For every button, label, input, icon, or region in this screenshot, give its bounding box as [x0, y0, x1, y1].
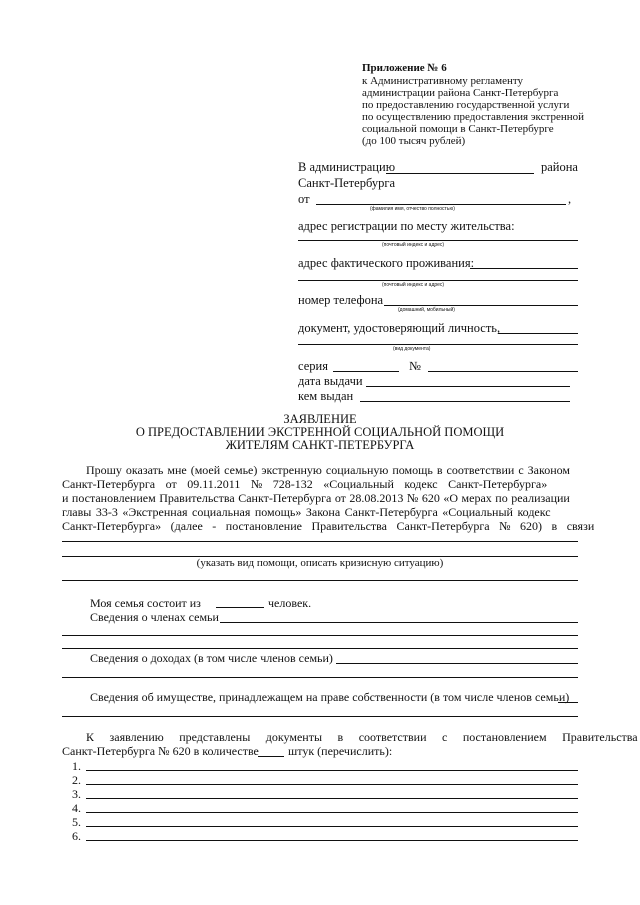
number-label: № [409, 359, 421, 373]
doc-type-hint: (вид документа) [393, 346, 431, 352]
document-item-field[interactable] [86, 798, 578, 799]
document-item-number: 3. [72, 787, 81, 801]
documents-count-field[interactable] [258, 756, 284, 757]
family-size-field[interactable] [216, 607, 264, 608]
document-item-number: 5. [72, 815, 81, 829]
appendix-line: (до 100 тысяч рублей) [362, 135, 466, 147]
document-item-field[interactable] [86, 784, 578, 785]
actual-address-label: адрес фактического проживания: [298, 256, 475, 270]
actual-address-field-1[interactable] [470, 268, 578, 269]
appendix-line: по осуществлению предоставления экстренной [362, 111, 584, 123]
document-title: ЗАЯВЛЕНИЕ [283, 412, 357, 426]
income-info-field[interactable] [62, 677, 578, 678]
documents-count-label: Санкт-Петербурга № 620 в количестве [62, 744, 259, 758]
members-info-field[interactable] [220, 622, 578, 623]
number-field[interactable] [428, 371, 578, 372]
document-item-field[interactable] [86, 840, 578, 841]
document-item-field[interactable] [86, 826, 578, 827]
postal-hint: (почтовый индекс и адрес) [382, 282, 445, 288]
district-field[interactable] [386, 173, 534, 174]
documents-count-suffix: штук (перечислить): [288, 744, 393, 758]
series-field[interactable] [333, 371, 399, 372]
id-doc-field-2[interactable] [298, 344, 578, 345]
issued-by-label: кем выдан [298, 389, 354, 403]
property-info-field[interactable] [558, 702, 578, 703]
appendix-line: по предоставлению государственной услуги [362, 99, 570, 111]
family-size-label: Моя семья состоит из [90, 596, 201, 610]
document-item-field[interactable] [86, 812, 578, 813]
appendix-line: социальной помощи в Санкт-Петербурге [362, 123, 554, 135]
fio-field[interactable] [316, 204, 566, 205]
reg-address-field[interactable] [298, 240, 578, 241]
request-text: и постановлением Правительства Санкт-Петербурга от 28.08.2013 № 620 «О мерах по реализации [62, 491, 570, 505]
appendix-line: к Административному регламенту [362, 75, 524, 87]
issued-by-field[interactable] [360, 401, 570, 402]
postal-hint: (почтовый индекс и адрес) [382, 242, 445, 248]
documents-text: К заявлению представлены документы в соответствии с постановлением Правительства [86, 730, 638, 744]
series-label: серия [298, 359, 328, 373]
document-item-field[interactable] [86, 770, 578, 771]
issue-date-field[interactable] [366, 386, 570, 387]
appendix-line: администрации района Санкт-Петербурга [362, 87, 559, 99]
district-label: района [541, 160, 578, 174]
request-text: Санкт-Петербурга от 09.11.2011 № 728-132 «Социальный кодекс Санкт-Петербурга» [62, 477, 548, 491]
situation-hint: (указать вид помощи, описать кризисную ситуацию) [196, 557, 444, 569]
appendix-title: Приложение № 6 [362, 62, 447, 74]
phone-field[interactable] [384, 305, 578, 306]
situation-field[interactable] [62, 580, 578, 581]
document-item-number: 1. [72, 759, 81, 773]
family-size-suffix: человек. [268, 596, 312, 610]
document-item-number: 6. [72, 829, 81, 843]
members-info-field[interactable] [62, 648, 578, 649]
id-doc-field-1[interactable] [498, 333, 578, 334]
property-info-field[interactable] [62, 716, 578, 717]
phone-hint: (домашний, мобильный) [398, 307, 455, 313]
members-info-label: Сведения о членах семьи [90, 610, 219, 624]
fio-hint: (фамилия имя, отчество полностью) [370, 206, 455, 212]
phone-label: номер телефона [298, 293, 384, 307]
income-info-field[interactable] [336, 663, 578, 664]
request-text: главы 33-3 «Экстренная социальная помощь» Закона Санкт-Петербурга «Социальный кодекс [62, 505, 551, 519]
income-info-label: Сведения о доходах (в том числе членов семьи) [90, 651, 333, 665]
reg-address-label: адрес регистрации по месту жительства: [298, 219, 515, 233]
comma: , [568, 192, 572, 206]
from-label: от [298, 192, 310, 206]
document-item-number: 2. [72, 773, 81, 787]
issue-date-label: дата выдачи [298, 374, 363, 388]
members-info-field[interactable] [62, 635, 578, 636]
property-info-label: Сведения об имуществе, принадлежащем на праве собственности (в том числе членов семьи) [90, 690, 570, 704]
id-doc-label: документ, удостоверяющий личность, [298, 321, 501, 335]
to-admin-label: В администрацию [298, 160, 396, 174]
document-subtitle: ЖИТЕЛЯМ САНКТ-ПЕТЕРБУРГА [225, 438, 415, 452]
actual-address-field-2[interactable] [298, 280, 578, 281]
city-label: Санкт-Петербурга [298, 176, 396, 190]
situation-field[interactable] [62, 541, 578, 542]
request-text: Прошу оказать мне (моей семье) экстренную социальную помощь в соответствии с Законом [86, 463, 570, 477]
document-item-number: 4. [72, 801, 81, 815]
document-subtitle: О ПРЕДОСТАВЛЕНИИ ЭКСТРЕННОЙ СОЦИАЛЬНОЙ ПОМОЩИ [135, 425, 505, 439]
request-text: Санкт-Петербурга» (далее - постановление Правительства Санкт-Петербурга № 620) в связи [62, 519, 595, 533]
